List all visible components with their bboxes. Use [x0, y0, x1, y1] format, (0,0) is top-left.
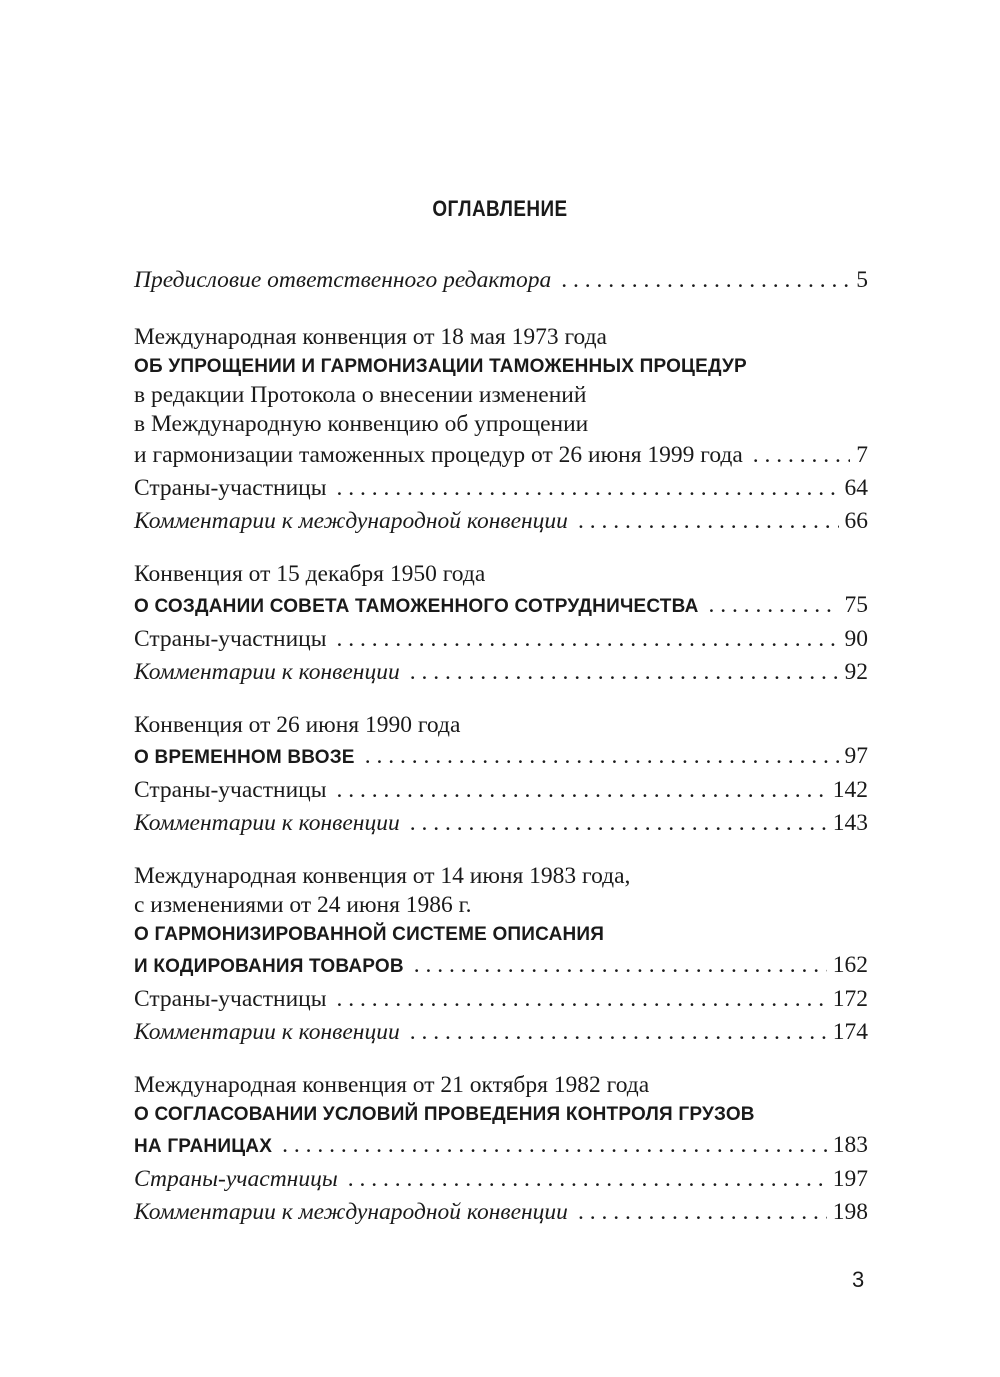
toc-entry[interactable]	[134, 505, 868, 538]
toc-entry-label: О ВРЕМЕННОМ ВВОЗЕ	[134, 747, 355, 768]
toc-section	[134, 323, 868, 538]
section-heading-line: О СОГЛАСОВАНИИ УСЛОВИЙ ПРОВЕДЕНИЯ КОНТРОЛЯ ГРУЗОВ	[134, 1104, 755, 1125]
dot-leader	[753, 439, 850, 472]
dot-leader	[365, 740, 839, 773]
dot-leader	[410, 807, 827, 840]
toc-entry[interactable]	[134, 774, 868, 807]
toc-entry[interactable]	[134, 264, 868, 297]
toc-entry-label: Комментарии к международной конвенции	[134, 508, 568, 534]
toc-entry-label: Предисловие ответственного редактора	[134, 267, 552, 293]
toc-entry[interactable]	[134, 656, 868, 689]
page-number: 3	[852, 1267, 865, 1292]
toc-entry[interactable]	[134, 740, 868, 774]
toc-entry[interactable]	[134, 439, 868, 472]
section-description-line: в редакции Протокола о внесении изменений	[134, 382, 587, 408]
dot-leader	[348, 1163, 827, 1196]
toc-entry-label: Комментарии к конвенции	[134, 1019, 400, 1045]
toc-entry-label: Страны-участницы	[134, 1166, 338, 1192]
toc-entry-label: и гармонизации таможенных процедур от 26 июня 1999 года	[134, 442, 743, 468]
toc-entry-page-number: 174	[832, 1019, 868, 1045]
dot-leader	[578, 505, 839, 538]
table-of-contents	[134, 264, 868, 1251]
toc-entry-label: И КОДИРОВАНИЯ ТОВАРОВ	[134, 956, 404, 977]
section-description-line: с изменениями от 24 июня 1986 г.	[134, 892, 472, 918]
dot-leader	[410, 656, 839, 689]
toc-entry-page-number: 97	[844, 743, 868, 769]
toc-entry-label: Страны-участницы	[134, 777, 327, 803]
toc-entry-label: Комментарии к международной конвенции	[134, 1199, 568, 1225]
dot-leader	[337, 623, 839, 656]
toc-entry-page-number: 142	[832, 777, 868, 803]
toc-entry-page-number: 172	[832, 986, 868, 1012]
toc-entry-page-number: 183	[832, 1132, 868, 1158]
toc-entry-label: НА ГРАНИЦАХ	[134, 1136, 273, 1157]
toc-entry-label: Комментарии к конвенции	[134, 810, 400, 836]
toc-section	[134, 264, 868, 297]
toc-entry[interactable]	[134, 589, 868, 623]
toc-section	[134, 560, 868, 689]
toc-entry[interactable]	[134, 1196, 868, 1229]
page-title: ОГЛАВЛЕНИЕ	[432, 196, 568, 221]
toc-entry[interactable]	[134, 472, 868, 505]
section-description-line: Международная конвенция от 21 октября 1982 года	[134, 1072, 650, 1098]
toc-entry-label: Комментарии к конвенции	[134, 659, 400, 685]
toc-entry-label: Страны-участницы	[134, 986, 327, 1012]
section-description-line: Конвенция от 26 июня 1990 года	[134, 712, 461, 738]
dot-leader	[578, 1196, 827, 1229]
toc-entry-page-number: 197	[832, 1166, 868, 1192]
toc-entry[interactable]	[134, 949, 868, 983]
toc-entry-page-number: 92	[844, 659, 868, 685]
toc-section	[134, 1071, 868, 1229]
toc-entry[interactable]	[134, 1016, 868, 1049]
dot-leader	[709, 589, 839, 622]
toc-entry-page-number: 7	[856, 442, 868, 468]
dot-leader	[561, 264, 850, 297]
toc-entry[interactable]	[134, 1163, 868, 1196]
section-description-line: Конвенция от 15 декабря 1950 года	[134, 561, 486, 587]
section-heading-line: ОБ УПРОЩЕНИИ И ГАРМОНИЗАЦИИ ТАМОЖЕННЫХ ПРОЦЕДУР	[134, 356, 747, 377]
section-description-line: Международная конвенция от 18 мая 1973 года	[134, 324, 607, 350]
toc-entry[interactable]	[134, 983, 868, 1016]
section-description-line: Международная конвенция от 14 июня 1983 года,	[134, 863, 631, 889]
toc-entry-page-number: 143	[832, 810, 868, 836]
section-heading-line: О ГАРМОНИЗИРОВАННОЙ СИСТЕМЕ ОПИСАНИЯ	[134, 924, 605, 945]
dot-leader	[337, 774, 827, 807]
toc-section	[134, 862, 868, 1049]
toc-entry-page-number: 5	[856, 267, 868, 293]
dot-leader	[282, 1129, 827, 1162]
dot-leader	[337, 472, 839, 505]
dot-leader	[410, 1016, 827, 1049]
toc-entry-page-number: 75	[844, 592, 868, 618]
dot-leader	[337, 983, 827, 1016]
toc-entry-page-number: 64	[844, 475, 868, 501]
toc-entry-label: Страны-участницы	[134, 475, 327, 501]
toc-entry-page-number: 162	[832, 952, 868, 978]
toc-entry-label: О СОЗДАНИИ СОВЕТА ТАМОЖЕННОГО СОТРУДНИЧЕСТВА	[134, 596, 699, 617]
toc-entry[interactable]	[134, 1129, 868, 1163]
toc-entry[interactable]	[134, 807, 868, 840]
toc-entry-page-number: 66	[844, 508, 868, 534]
toc-entry[interactable]	[134, 623, 868, 656]
toc-entry-page-number: 90	[844, 626, 868, 652]
section-description-line: в Международную конвенцию об упрощении	[134, 411, 589, 437]
dot-leader	[414, 949, 827, 982]
toc-entry-page-number: 198	[832, 1199, 868, 1225]
toc-entry-label: Страны-участницы	[134, 626, 327, 652]
toc-section	[134, 711, 868, 840]
